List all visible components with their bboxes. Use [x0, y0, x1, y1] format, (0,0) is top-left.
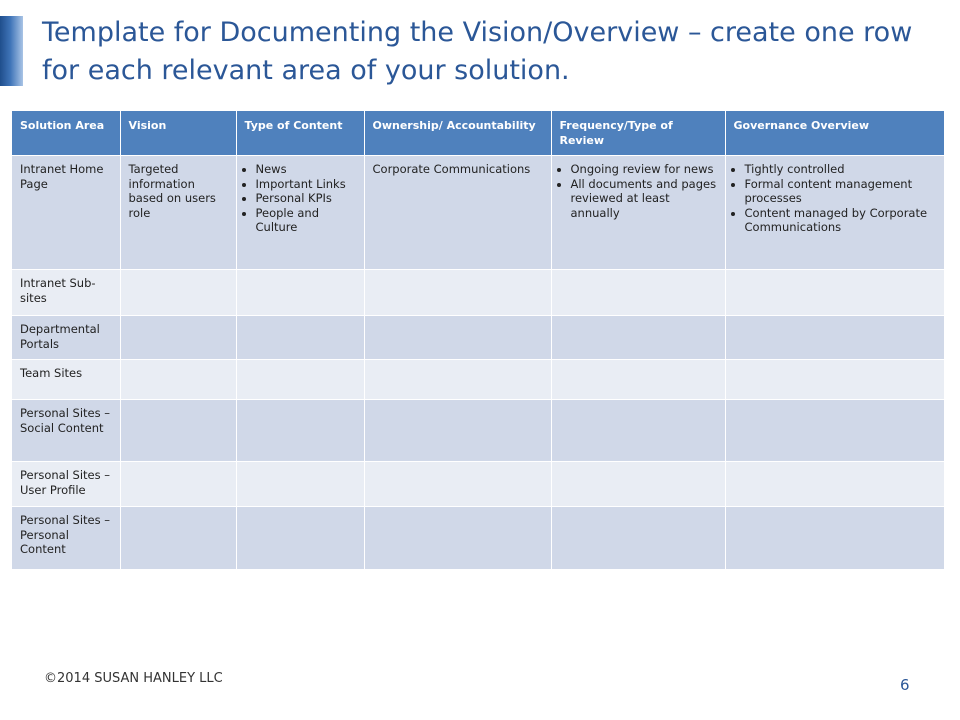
list-item: • Ongoing review for news [571, 162, 717, 177]
table-row [12, 400, 944, 462]
cell-frequency [551, 462, 725, 507]
table-row [12, 507, 944, 569]
cell-frequency [551, 156, 725, 270]
slide-title: Template for Documenting the Vision/Overview – create one row for each relevant area of your solution. [42, 17, 913, 86]
cell-type-of-content [236, 507, 364, 569]
cell-solution-area: Intranet Sub-sites [12, 270, 120, 316]
cell-type-of-content [236, 156, 364, 270]
cell-type-of-content [236, 360, 364, 400]
cell-governance [725, 462, 944, 507]
list-item: • News [256, 162, 356, 177]
cell-ownership: Corporate Communications [364, 156, 551, 270]
cell-vision [120, 400, 236, 462]
cell-governance [725, 270, 944, 316]
cell-solution-area: Personal Sites – Social Content [12, 400, 120, 462]
cell-vision [120, 462, 236, 507]
review-list [560, 162, 717, 220]
cell-solution-area: Personal Sites – Personal Content [12, 507, 120, 569]
cell-frequency [551, 400, 725, 462]
cell-vision [120, 316, 236, 360]
list-item: • Personal KPIs [256, 191, 356, 206]
column-header-vision: Vision [120, 111, 236, 156]
cell-vision [120, 360, 236, 400]
cell-ownership [364, 462, 551, 507]
table-row [12, 156, 944, 270]
cell-ownership [364, 360, 551, 400]
vision-table [12, 111, 944, 569]
table-row [12, 462, 944, 507]
cell-governance [725, 360, 944, 400]
list-item: • Formal content management processes [745, 177, 937, 206]
content-type-list [245, 162, 356, 235]
cell-solution-area: Team Sites [12, 360, 120, 400]
cell-type-of-content [236, 400, 364, 462]
column-header-ownership: Ownership/ Accountability [364, 111, 551, 156]
cell-governance [725, 400, 944, 462]
cell-governance [725, 507, 944, 569]
cell-ownership [364, 270, 551, 316]
cell-ownership [364, 316, 551, 360]
cell-solution-area: Personal Sites – User Profile [12, 462, 120, 507]
list-item: • People and Culture [256, 206, 356, 235]
cell-type-of-content [236, 270, 364, 316]
cell-solution-area: Departmental Portals [12, 316, 120, 360]
column-header-solution-area: Solution Area [12, 111, 120, 156]
list-item: • All documents and pages reviewed at least annually [571, 177, 717, 221]
cell-frequency [551, 507, 725, 569]
list-item: • Tightly controlled [745, 162, 937, 177]
cell-frequency [551, 316, 725, 360]
table-row [12, 270, 944, 316]
cell-frequency [551, 270, 725, 316]
list-item: • Important Links [256, 177, 356, 192]
cell-type-of-content [236, 462, 364, 507]
cell-vision [120, 270, 236, 316]
cell-ownership [364, 507, 551, 569]
governance-list [734, 162, 937, 235]
cell-governance [725, 156, 944, 270]
cell-vision [120, 507, 236, 569]
cell-solution-area: Intranet Home Page [12, 156, 120, 270]
table-row [12, 316, 944, 360]
title-accent-bar [0, 16, 23, 86]
list-item: • Content managed by Corporate Communications [745, 206, 937, 235]
page-number: 6 [900, 676, 910, 694]
footer-copyright: ©2014 SUSAN HANLEY LLC [44, 671, 223, 686]
cell-vision: Targeted information based on users role [120, 156, 236, 270]
column-header-frequency: Frequency/Type of Review [551, 111, 725, 156]
column-header-type-of-content: Type of Content [236, 111, 364, 156]
column-header-governance: Governance Overview [725, 111, 944, 156]
table-header-row [12, 111, 944, 156]
cell-frequency [551, 360, 725, 400]
cell-type-of-content [236, 316, 364, 360]
vision-table-container [12, 111, 944, 569]
cell-governance [725, 316, 944, 360]
cell-ownership [364, 400, 551, 462]
table-row [12, 360, 944, 400]
